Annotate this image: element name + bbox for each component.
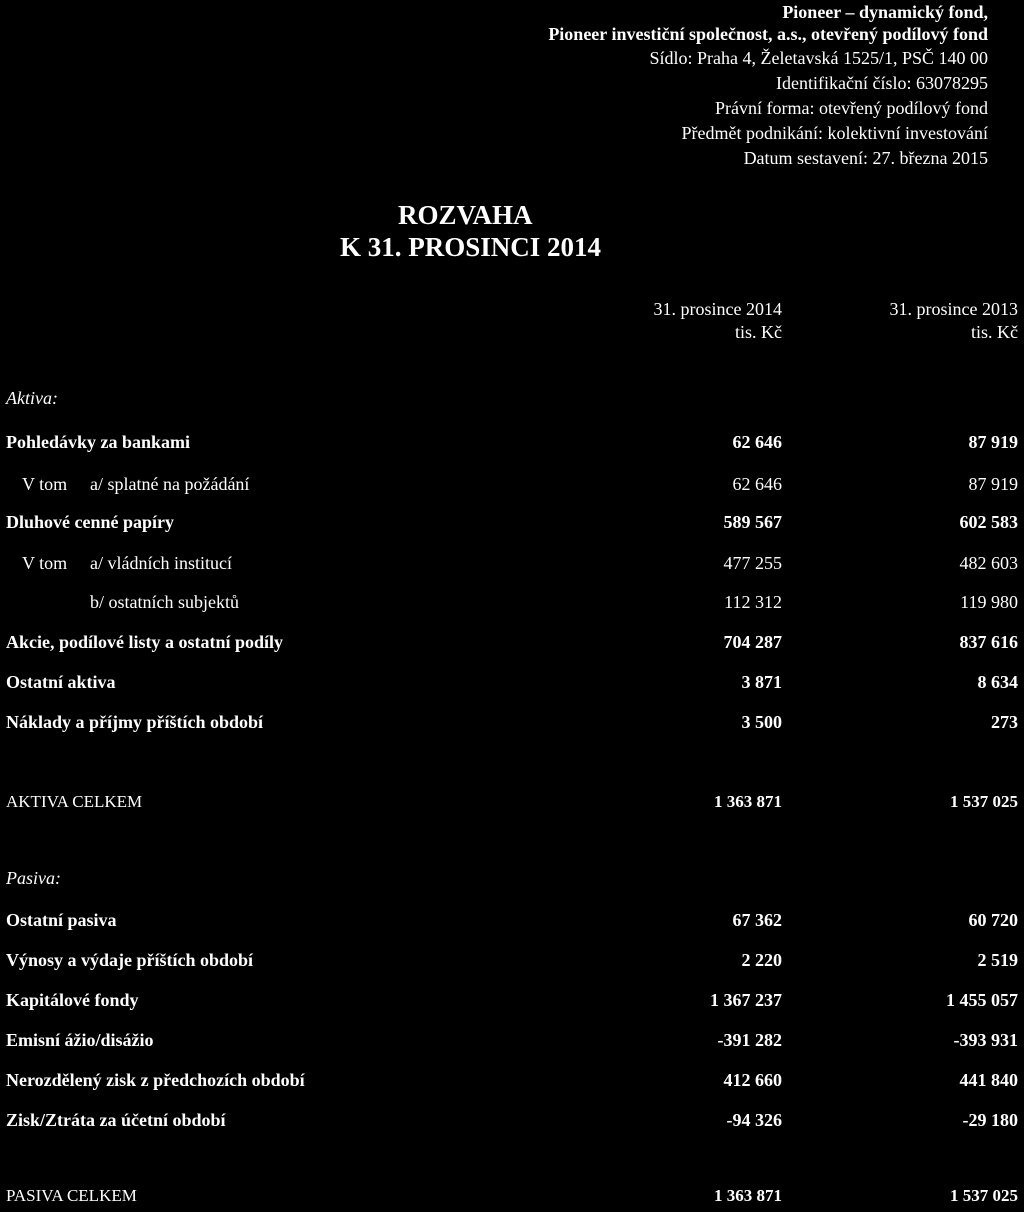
value-2014: 112 312	[724, 592, 782, 612]
row-label: Náklady a příjmy příštích období	[6, 712, 264, 732]
document-title: ROZVAHA	[398, 200, 533, 230]
liabilities-total-row	[0, 1186, 1024, 1212]
row-label: Výnosy a výdaje příštích období	[6, 950, 254, 970]
company-name: Pioneer investiční společnost, a.s., otevřený podílový fond	[548, 24, 988, 44]
table-row	[0, 553, 1024, 579]
table-row	[0, 712, 1024, 738]
row-label: Pohledávky za bankami	[6, 432, 191, 452]
table-row	[0, 672, 1024, 698]
value-2013: 441 840	[959, 1070, 1018, 1090]
table-row	[0, 950, 1024, 976]
column-unit-2014: tis. Kč	[735, 322, 782, 342]
value-2014: 412 660	[723, 1070, 782, 1090]
table-row	[0, 1030, 1024, 1056]
assets-total-row	[0, 792, 1024, 818]
value-2013: 602 583	[959, 512, 1018, 532]
value-2013: 837 616	[959, 632, 1018, 652]
row-label: Nerozdělený zisk z předchozích období	[6, 1070, 305, 1090]
value-2014: 704 287	[723, 632, 782, 652]
row-label: Dluhové cenné papíry	[6, 512, 175, 532]
column-date-2013: 31. prosince 2013	[889, 299, 1018, 319]
row-label: a/ splatné na požádání	[90, 474, 250, 494]
value-2014: 589 567	[723, 512, 782, 532]
table-row	[0, 592, 1024, 618]
value-2014: 477 255	[723, 553, 782, 573]
column-unit-2013: tis. Kč	[971, 322, 1018, 342]
row-label: Zisk/Ztráta za účetní období	[6, 1110, 226, 1130]
value-2014: 3 500	[741, 712, 782, 732]
value-2014: 2 220	[741, 950, 782, 970]
value-2013: 482 603	[959, 553, 1018, 573]
column-date-2014: 31. prosince 2014	[653, 299, 782, 319]
value-2013: 60 720	[968, 910, 1018, 930]
row-label: Emisní ážio/disážio	[6, 1030, 154, 1050]
value-2013: 2 519	[977, 950, 1018, 970]
legal-form: Právní forma: otevřený podílový fond	[715, 98, 988, 118]
row-label: Kapitálové fondy	[6, 990, 139, 1010]
table-row	[0, 632, 1024, 658]
liabilities-section-label: Pasiva:	[6, 868, 61, 888]
value-2014: -94 326	[726, 1110, 782, 1130]
document-subtitle: K 31. PROSINCI 2014	[340, 232, 602, 262]
liabilities-total-2014: 1 363 871	[714, 1186, 782, 1205]
assets-total-label: AKTIVA CELKEM	[6, 792, 143, 811]
value-2013: 87 919	[968, 474, 1018, 494]
liabilities-total-label: PASIVA CELKEM	[6, 1186, 137, 1205]
column-header-2014	[654, 298, 782, 344]
table-row	[0, 990, 1024, 1016]
value-2014: -391 282	[717, 1030, 782, 1050]
table-row	[0, 910, 1024, 936]
value-2014: 1 367 237	[710, 990, 782, 1010]
value-2013: -29 180	[962, 1110, 1018, 1130]
row-label: Akcie, podílové listy a ostatní podíly	[6, 632, 284, 652]
value-2013: 8 634	[977, 672, 1018, 692]
table-row	[0, 1070, 1024, 1096]
assets-section-label: Aktiva:	[6, 388, 58, 408]
row-label: a/ vládních institucí	[90, 553, 232, 573]
row-label: Ostatní aktiva	[6, 672, 116, 692]
value-2014: 3 871	[741, 672, 782, 692]
table-row	[0, 432, 1024, 458]
assets-total-2014: 1 363 871	[714, 792, 782, 811]
business-subject: Předmět podnikání: kolektivní investování	[681, 123, 988, 143]
row-label: Ostatní pasiva	[6, 910, 117, 930]
table-row	[0, 512, 1024, 538]
value-2014: 62 646	[732, 474, 782, 494]
registered-office: Sídlo: Praha 4, Želetavská 1525/1, PSČ 140 00	[649, 48, 988, 68]
assets-total-2013: 1 537 025	[950, 792, 1018, 811]
value-2013: 1 455 057	[946, 990, 1018, 1010]
table-row	[0, 1110, 1024, 1136]
liabilities-total-2013: 1 537 025	[950, 1186, 1018, 1205]
row-prefix: V tom	[22, 553, 68, 573]
row-label: b/ ostatních subjektů	[90, 592, 239, 612]
value-2013: -393 931	[953, 1030, 1018, 1050]
column-header-2013	[890, 298, 1018, 344]
compilation-date: Datum sestavení: 27. března 2015	[743, 148, 988, 168]
row-prefix: V tom	[22, 474, 68, 494]
identification-number: Identifikační číslo: 63078295	[776, 73, 988, 93]
value-2013: 273	[991, 712, 1018, 732]
value-2013: 87 919	[968, 432, 1018, 452]
value-2013: 119 980	[960, 592, 1018, 612]
value-2014: 67 362	[732, 910, 782, 930]
fund-name: Pioneer – dynamický fond,	[782, 2, 988, 22]
value-2014: 62 646	[732, 432, 782, 452]
table-row	[0, 474, 1024, 500]
